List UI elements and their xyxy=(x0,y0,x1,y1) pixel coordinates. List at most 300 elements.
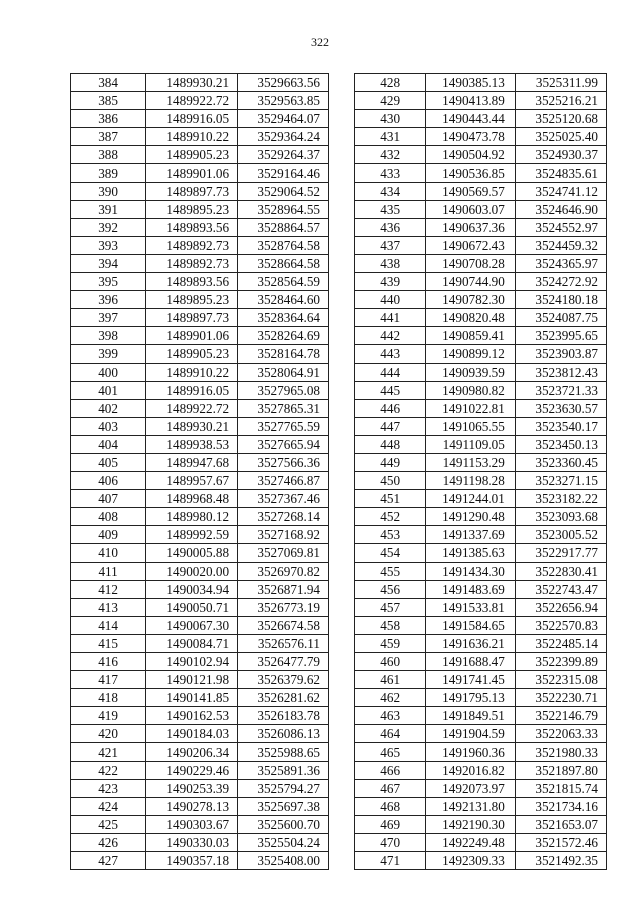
x-coordinate-cell: 1490569.57 xyxy=(426,182,516,200)
point-number-cell: 466 xyxy=(355,761,426,779)
table-row xyxy=(71,472,329,490)
point-number-cell: 418 xyxy=(71,689,146,707)
point-number-cell: 424 xyxy=(71,797,146,815)
point-number-cell: 439 xyxy=(355,273,426,291)
x-coordinate-cell: 1490005.88 xyxy=(146,544,238,562)
y-coordinate-cell: 3529663.56 xyxy=(238,74,329,92)
point-number-cell: 391 xyxy=(71,200,146,218)
table-row xyxy=(355,508,607,526)
point-number-cell: 423 xyxy=(71,779,146,797)
x-coordinate-cell: 1489957.67 xyxy=(146,472,238,490)
y-coordinate-cell: 3526773.19 xyxy=(238,598,329,616)
table-row xyxy=(71,92,329,110)
y-coordinate-cell: 3522743.47 xyxy=(515,580,606,598)
point-number-cell: 433 xyxy=(355,164,426,182)
y-coordinate-cell: 3525408.00 xyxy=(238,852,329,870)
x-coordinate-cell: 1489930.21 xyxy=(146,74,238,92)
point-number-cell: 446 xyxy=(355,399,426,417)
y-coordinate-cell: 3525311.99 xyxy=(515,74,606,92)
x-coordinate-cell: 1489916.05 xyxy=(146,110,238,128)
table-row xyxy=(71,435,329,453)
x-coordinate-cell: 1489893.56 xyxy=(146,273,238,291)
point-number-cell: 462 xyxy=(355,689,426,707)
point-number-cell: 406 xyxy=(71,472,146,490)
table-row xyxy=(355,743,607,761)
x-coordinate-cell: 1489905.23 xyxy=(146,146,238,164)
point-number-cell: 455 xyxy=(355,562,426,580)
x-coordinate-cell: 1489895.23 xyxy=(146,291,238,309)
y-coordinate-cell: 3524646.90 xyxy=(515,200,606,218)
table-row xyxy=(355,852,607,870)
point-number-cell: 445 xyxy=(355,381,426,399)
table-row xyxy=(355,146,607,164)
x-coordinate-cell: 1490504.92 xyxy=(426,146,516,164)
x-coordinate-cell: 1490899.12 xyxy=(426,345,516,363)
point-number-cell: 415 xyxy=(71,634,146,652)
y-coordinate-cell: 3522230.71 xyxy=(515,689,606,707)
table-row xyxy=(71,146,329,164)
point-number-cell: 395 xyxy=(71,273,146,291)
table-row xyxy=(355,725,607,743)
point-number-cell: 470 xyxy=(355,833,426,851)
point-number-cell: 402 xyxy=(71,399,146,417)
y-coordinate-cell: 3527566.36 xyxy=(238,453,329,471)
point-number-cell: 400 xyxy=(71,363,146,381)
x-coordinate-cell: 1492309.33 xyxy=(426,852,516,870)
point-number-cell: 413 xyxy=(71,598,146,616)
point-number-cell: 410 xyxy=(71,544,146,562)
y-coordinate-cell: 3529364.24 xyxy=(238,128,329,146)
table-row xyxy=(355,327,607,345)
y-coordinate-cell: 3521734.16 xyxy=(515,797,606,815)
table-row xyxy=(355,671,607,689)
point-number-cell: 386 xyxy=(71,110,146,128)
point-number-cell: 469 xyxy=(355,815,426,833)
y-coordinate-cell: 3526871.94 xyxy=(238,580,329,598)
y-coordinate-cell: 3527466.87 xyxy=(238,472,329,490)
table-row xyxy=(71,598,329,616)
table-row xyxy=(355,399,607,417)
point-number-cell: 456 xyxy=(355,580,426,598)
table-row xyxy=(355,363,607,381)
x-coordinate-cell: 1491636.21 xyxy=(426,634,516,652)
point-number-cell: 416 xyxy=(71,653,146,671)
table-row xyxy=(71,797,329,815)
point-number-cell: 440 xyxy=(355,291,426,309)
point-number-cell: 452 xyxy=(355,508,426,526)
table-row xyxy=(71,309,329,327)
point-number-cell: 426 xyxy=(71,833,146,851)
y-coordinate-cell: 3529464.07 xyxy=(238,110,329,128)
y-coordinate-cell: 3522570.83 xyxy=(515,616,606,634)
point-number-cell: 450 xyxy=(355,472,426,490)
table-row xyxy=(355,544,607,562)
point-number-cell: 458 xyxy=(355,616,426,634)
point-number-cell: 408 xyxy=(71,508,146,526)
x-coordinate-cell: 1491065.55 xyxy=(426,417,516,435)
x-coordinate-cell: 1489910.22 xyxy=(146,128,238,146)
y-coordinate-cell: 3527069.81 xyxy=(238,544,329,562)
x-coordinate-cell: 1491198.28 xyxy=(426,472,516,490)
table-row xyxy=(355,580,607,598)
table-row xyxy=(355,309,607,327)
table-row xyxy=(71,345,329,363)
table-row xyxy=(71,218,329,236)
table-row xyxy=(71,725,329,743)
point-number-cell: 464 xyxy=(355,725,426,743)
table-row xyxy=(71,273,329,291)
x-coordinate-cell: 1491795.13 xyxy=(426,689,516,707)
point-number-cell: 412 xyxy=(71,580,146,598)
x-coordinate-cell: 1490050.71 xyxy=(146,598,238,616)
table-row xyxy=(71,363,329,381)
x-coordinate-cell: 1489901.06 xyxy=(146,327,238,345)
y-coordinate-cell: 3525697.38 xyxy=(238,797,329,815)
point-number-cell: 467 xyxy=(355,779,426,797)
table-row xyxy=(71,291,329,309)
y-coordinate-cell: 3523721.33 xyxy=(515,381,606,399)
table-row xyxy=(355,653,607,671)
x-coordinate-cell: 1490141.85 xyxy=(146,689,238,707)
y-coordinate-cell: 3524180.18 xyxy=(515,291,606,309)
point-number-cell: 394 xyxy=(71,254,146,272)
x-coordinate-cell: 1491244.01 xyxy=(426,490,516,508)
table-row xyxy=(71,580,329,598)
point-number-cell: 420 xyxy=(71,725,146,743)
x-coordinate-cell: 1489897.73 xyxy=(146,182,238,200)
table-row xyxy=(71,707,329,725)
x-coordinate-cell: 1491741.45 xyxy=(426,671,516,689)
table-row xyxy=(71,182,329,200)
point-number-cell: 460 xyxy=(355,653,426,671)
y-coordinate-cell: 3528064.91 xyxy=(238,363,329,381)
x-coordinate-cell: 1489897.73 xyxy=(146,309,238,327)
point-number-cell: 389 xyxy=(71,164,146,182)
y-coordinate-cell: 3527765.59 xyxy=(238,417,329,435)
x-coordinate-cell: 1489892.73 xyxy=(146,236,238,254)
x-coordinate-cell: 1490980.82 xyxy=(426,381,516,399)
y-coordinate-cell: 3524272.92 xyxy=(515,273,606,291)
y-coordinate-cell: 3527367.46 xyxy=(238,490,329,508)
y-coordinate-cell: 3527665.94 xyxy=(238,435,329,453)
point-number-cell: 434 xyxy=(355,182,426,200)
x-coordinate-cell: 1490672.43 xyxy=(426,236,516,254)
table-row xyxy=(71,399,329,417)
table-row xyxy=(355,236,607,254)
y-coordinate-cell: 3526281.62 xyxy=(238,689,329,707)
table-row xyxy=(355,833,607,851)
y-coordinate-cell: 3528164.78 xyxy=(238,345,329,363)
point-number-cell: 431 xyxy=(355,128,426,146)
x-coordinate-cell: 1492190.30 xyxy=(426,815,516,833)
y-coordinate-cell: 3522656.94 xyxy=(515,598,606,616)
y-coordinate-cell: 3524087.75 xyxy=(515,309,606,327)
y-coordinate-cell: 3526970.82 xyxy=(238,562,329,580)
x-coordinate-cell: 1489893.56 xyxy=(146,218,238,236)
y-coordinate-cell: 3529264.37 xyxy=(238,146,329,164)
table-row xyxy=(71,634,329,652)
y-coordinate-cell: 3521815.74 xyxy=(515,779,606,797)
x-coordinate-cell: 1490637.36 xyxy=(426,218,516,236)
table-row xyxy=(71,74,329,92)
x-coordinate-cell: 1490067.30 xyxy=(146,616,238,634)
table-row xyxy=(355,453,607,471)
y-coordinate-cell: 3524741.12 xyxy=(515,182,606,200)
y-coordinate-cell: 3522146.79 xyxy=(515,707,606,725)
point-number-cell: 429 xyxy=(355,92,426,110)
y-coordinate-cell: 3523903.87 xyxy=(515,345,606,363)
x-coordinate-cell: 1492131.80 xyxy=(426,797,516,815)
y-coordinate-cell: 3523630.57 xyxy=(515,399,606,417)
y-coordinate-cell: 3526183.78 xyxy=(238,707,329,725)
point-number-cell: 457 xyxy=(355,598,426,616)
table-row xyxy=(355,128,607,146)
x-coordinate-cell: 1490859.41 xyxy=(426,327,516,345)
table-row xyxy=(71,508,329,526)
table-row xyxy=(71,236,329,254)
table-row xyxy=(355,779,607,797)
y-coordinate-cell: 3529164.46 xyxy=(238,164,329,182)
page-number: 322 xyxy=(311,35,329,49)
x-coordinate-cell: 1489922.72 xyxy=(146,92,238,110)
x-coordinate-cell: 1491337.69 xyxy=(426,526,516,544)
y-coordinate-cell: 3526576.11 xyxy=(238,634,329,652)
table-row xyxy=(71,852,329,870)
point-number-cell: 397 xyxy=(71,309,146,327)
y-coordinate-cell: 3523271.15 xyxy=(515,472,606,490)
table-row xyxy=(71,562,329,580)
y-coordinate-cell: 3525120.68 xyxy=(515,110,606,128)
y-coordinate-cell: 3527268.14 xyxy=(238,508,329,526)
table-row xyxy=(71,200,329,218)
table-row xyxy=(71,689,329,707)
table-row xyxy=(355,526,607,544)
y-coordinate-cell: 3525600.70 xyxy=(238,815,329,833)
point-number-cell: 419 xyxy=(71,707,146,725)
table-row xyxy=(355,490,607,508)
point-number-cell: 404 xyxy=(71,435,146,453)
y-coordinate-cell: 3521897.80 xyxy=(515,761,606,779)
y-coordinate-cell: 3528864.57 xyxy=(238,218,329,236)
point-number-cell: 384 xyxy=(71,74,146,92)
y-coordinate-cell: 3528964.55 xyxy=(238,200,329,218)
point-number-cell: 392 xyxy=(71,218,146,236)
table-row xyxy=(355,689,607,707)
point-number-cell: 436 xyxy=(355,218,426,236)
point-number-cell: 411 xyxy=(71,562,146,580)
table-row xyxy=(355,634,607,652)
point-number-cell: 442 xyxy=(355,327,426,345)
point-number-cell: 403 xyxy=(71,417,146,435)
x-coordinate-cell: 1490184.03 xyxy=(146,725,238,743)
point-number-cell: 425 xyxy=(71,815,146,833)
y-coordinate-cell: 3523005.52 xyxy=(515,526,606,544)
x-coordinate-cell: 1490084.71 xyxy=(146,634,238,652)
x-coordinate-cell: 1491960.36 xyxy=(426,743,516,761)
y-coordinate-cell: 3522399.89 xyxy=(515,653,606,671)
y-coordinate-cell: 3528464.60 xyxy=(238,291,329,309)
y-coordinate-cell: 3525025.40 xyxy=(515,128,606,146)
y-coordinate-cell: 3521572.46 xyxy=(515,833,606,851)
x-coordinate-cell: 1491688.47 xyxy=(426,653,516,671)
y-coordinate-cell: 3524365.97 xyxy=(515,254,606,272)
x-coordinate-cell: 1489901.06 xyxy=(146,164,238,182)
x-coordinate-cell: 1489905.23 xyxy=(146,345,238,363)
y-coordinate-cell: 3522315.08 xyxy=(515,671,606,689)
point-number-cell: 430 xyxy=(355,110,426,128)
y-coordinate-cell: 3528264.69 xyxy=(238,327,329,345)
point-number-cell: 422 xyxy=(71,761,146,779)
table-row xyxy=(71,254,329,272)
y-coordinate-cell: 3522830.41 xyxy=(515,562,606,580)
x-coordinate-cell: 1490034.94 xyxy=(146,580,238,598)
point-number-cell: 471 xyxy=(355,852,426,870)
y-coordinate-cell: 3526674.58 xyxy=(238,616,329,634)
x-coordinate-cell: 1491483.69 xyxy=(426,580,516,598)
x-coordinate-cell: 1491533.81 xyxy=(426,598,516,616)
table-row xyxy=(355,254,607,272)
table-row xyxy=(355,110,607,128)
x-coordinate-cell: 1489930.21 xyxy=(146,417,238,435)
y-coordinate-cell: 3522917.77 xyxy=(515,544,606,562)
point-number-cell: 459 xyxy=(355,634,426,652)
y-coordinate-cell: 3525988.65 xyxy=(238,743,329,761)
point-number-cell: 399 xyxy=(71,345,146,363)
coordinates-table-right xyxy=(354,73,607,870)
table-row xyxy=(355,182,607,200)
y-coordinate-cell: 3526379.62 xyxy=(238,671,329,689)
y-coordinate-cell: 3525794.27 xyxy=(238,779,329,797)
y-coordinate-cell: 3529563.85 xyxy=(238,92,329,110)
y-coordinate-cell: 3526086.13 xyxy=(238,725,329,743)
table-row xyxy=(71,381,329,399)
table-row xyxy=(355,616,607,634)
point-number-cell: 453 xyxy=(355,526,426,544)
x-coordinate-cell: 1489910.22 xyxy=(146,363,238,381)
y-coordinate-cell: 3521653.07 xyxy=(515,815,606,833)
table-row xyxy=(71,327,329,345)
point-number-cell: 438 xyxy=(355,254,426,272)
table-row xyxy=(71,815,329,833)
y-coordinate-cell: 3524930.37 xyxy=(515,146,606,164)
table-row xyxy=(355,598,607,616)
x-coordinate-cell: 1489916.05 xyxy=(146,381,238,399)
x-coordinate-cell: 1490820.48 xyxy=(426,309,516,327)
table-row xyxy=(355,761,607,779)
y-coordinate-cell: 3523360.45 xyxy=(515,453,606,471)
x-coordinate-cell: 1490162.53 xyxy=(146,707,238,725)
x-coordinate-cell: 1492016.82 xyxy=(426,761,516,779)
table-row xyxy=(355,200,607,218)
table-row xyxy=(71,833,329,851)
x-coordinate-cell: 1491153.29 xyxy=(426,453,516,471)
x-coordinate-cell: 1490357.18 xyxy=(146,852,238,870)
table-row xyxy=(355,218,607,236)
x-coordinate-cell: 1489947.68 xyxy=(146,453,238,471)
point-number-cell: 385 xyxy=(71,92,146,110)
y-coordinate-cell: 3523182.22 xyxy=(515,490,606,508)
y-coordinate-cell: 3523995.65 xyxy=(515,327,606,345)
point-number-cell: 465 xyxy=(355,743,426,761)
table-row xyxy=(71,128,329,146)
table-row xyxy=(355,815,607,833)
x-coordinate-cell: 1491904.59 xyxy=(426,725,516,743)
x-coordinate-cell: 1489892.73 xyxy=(146,254,238,272)
table-row xyxy=(355,164,607,182)
x-coordinate-cell: 1491290.48 xyxy=(426,508,516,526)
y-coordinate-cell: 3528564.59 xyxy=(238,273,329,291)
x-coordinate-cell: 1489968.48 xyxy=(146,490,238,508)
point-number-cell: 468 xyxy=(355,797,426,815)
table-row xyxy=(71,743,329,761)
table-body-left xyxy=(71,74,329,870)
y-coordinate-cell: 3522063.33 xyxy=(515,725,606,743)
y-coordinate-cell: 3524835.61 xyxy=(515,164,606,182)
point-number-cell: 427 xyxy=(71,852,146,870)
x-coordinate-cell: 1490121.98 xyxy=(146,671,238,689)
table-row xyxy=(71,110,329,128)
x-coordinate-cell: 1489980.12 xyxy=(146,508,238,526)
y-coordinate-cell: 3522485.14 xyxy=(515,634,606,652)
point-number-cell: 398 xyxy=(71,327,146,345)
x-coordinate-cell: 1490020.00 xyxy=(146,562,238,580)
y-coordinate-cell: 3524552.97 xyxy=(515,218,606,236)
point-number-cell: 390 xyxy=(71,182,146,200)
point-number-cell: 414 xyxy=(71,616,146,634)
x-coordinate-cell: 1489895.23 xyxy=(146,200,238,218)
x-coordinate-cell: 1491849.51 xyxy=(426,707,516,725)
table-row xyxy=(71,779,329,797)
x-coordinate-cell: 1490229.46 xyxy=(146,761,238,779)
point-number-cell: 409 xyxy=(71,526,146,544)
x-coordinate-cell: 1490939.59 xyxy=(426,363,516,381)
y-coordinate-cell: 3527168.92 xyxy=(238,526,329,544)
point-number-cell: 441 xyxy=(355,309,426,327)
table-row xyxy=(355,381,607,399)
point-number-cell: 463 xyxy=(355,707,426,725)
y-coordinate-cell: 3528664.58 xyxy=(238,254,329,272)
y-coordinate-cell: 3528364.64 xyxy=(238,309,329,327)
x-coordinate-cell: 1490330.03 xyxy=(146,833,238,851)
table-row xyxy=(355,562,607,580)
table-row xyxy=(355,74,607,92)
x-coordinate-cell: 1490782.30 xyxy=(426,291,516,309)
x-coordinate-cell: 1490102.94 xyxy=(146,653,238,671)
x-coordinate-cell: 1490708.28 xyxy=(426,254,516,272)
table-row xyxy=(355,291,607,309)
x-coordinate-cell: 1490443.44 xyxy=(426,110,516,128)
x-coordinate-cell: 1490744.90 xyxy=(426,273,516,291)
table-row xyxy=(355,797,607,815)
x-coordinate-cell: 1490206.34 xyxy=(146,743,238,761)
table-row xyxy=(71,616,329,634)
table-row xyxy=(355,435,607,453)
point-number-cell: 461 xyxy=(355,671,426,689)
table-row xyxy=(71,490,329,508)
y-coordinate-cell: 3525504.24 xyxy=(238,833,329,851)
point-number-cell: 449 xyxy=(355,453,426,471)
x-coordinate-cell: 1492249.48 xyxy=(426,833,516,851)
x-coordinate-cell: 1490413.89 xyxy=(426,92,516,110)
table-row xyxy=(71,761,329,779)
point-number-cell: 401 xyxy=(71,381,146,399)
point-number-cell: 451 xyxy=(355,490,426,508)
point-number-cell: 448 xyxy=(355,435,426,453)
table-row xyxy=(71,417,329,435)
table-row xyxy=(355,345,607,363)
y-coordinate-cell: 3527865.31 xyxy=(238,399,329,417)
point-number-cell: 388 xyxy=(71,146,146,164)
